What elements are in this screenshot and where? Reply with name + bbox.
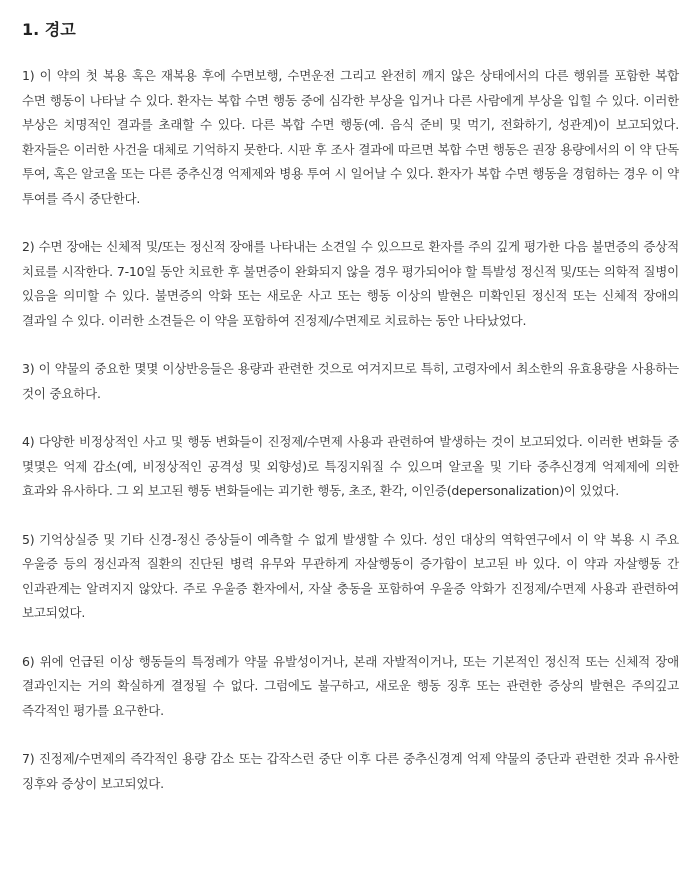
- warning-paragraph-2: 2) 수면 장애는 신체적 및/또는 정신적 장애를 나타내는 소견일 수 있으므로 환자를 주의 깊게 평가한 다음 불면증의 증상적 치료를 시작한다. 7-10일 동안 치료한 후 불면증이 완화되지 않을 경우 평가되어야 할 특발성 정신적 및/또는 의학적 질병이 있음을 의미할 수 있다. 불면증의 악화 또는 새로운 사고 또는 행동 이상의 발현은 미확인된 정신적 또는 신체적 장애의 결과일 수 있다. 이러한 소견들은 이 약을 포함하여 진정제/수면제로 치료하는 동안 나타났었다.: [22, 239, 679, 328]
- warning-paragraph-4: 4) 다양한 비정상적인 사고 및 행동 변화들이 진정제/수면제 사용과 관련하여 발생하는 것이 보고되었다. 이러한 변화들 중 몇몇은 억제 감소(예, 비정상적인 공격성 및 외향성)로 특징지워질 수 있으며 알코올 및 기타 중추신경계 억제제에 의한 효과와 유사하다. 그 외 보고된 행동 변화들에는 괴기한 행동, 초조, 환각, 이인증(depersonalization)이 있었다.: [22, 434, 679, 498]
- warning-paragraph-1: 1) 이 약의 첫 복용 혹은 재복용 후에 수면보행, 수면운전 그리고 완전히 깨지 않은 상태에서의 다른 행위를 포함한 복합 수면 행동이 나타날 수 있다. 환자는 복합 수면 행동 중에 심각한 부상을 입거나 다른 사람에게 부상을 입힐 수 있다. 이러한 부상은 치명적인 결과를 초래할 수 있다. 다른 복합 수면 행동(예. 음식 준비 및 먹기, 전화하기, 성관계)이 보고되었다. 환자들은 이러한 사건을 대체로 기억하지 못한다. 시판 후 조사 결과에 따르면 복합 수면 행동은 권장 용량에서의 이 약 단독 투여, 혹은 알코올 또는 다른 중추신경 억제제와 병용 투여 시 일어날 수 있다. 환자가 복합 수면 행동을 경험하는 경우 이 약 투여를 즉시 중단한다.: [22, 68, 679, 206]
- section-title: 1. 경고: [22, 20, 76, 39]
- warning-paragraph-5: 5) 기억상실증 및 기타 신경-정신 증상들이 예측할 수 없게 발생할 수 있다. 성인 대상의 역학연구에서 이 약 복용 시 주요 우울증 등의 정신과적 질환의 진단된 병력 유무와 무관하게 자살행동이 증가함이 보고된 바 있다. 이 약과 자살행동 간 인과관계는 알려지지 않았다. 주로 우울증 환자에서, 자살 충동을 포함하여 우울증 악화가 진정제/수면제 사용과 관련하여 보고되었다.: [22, 531, 679, 620]
- warning-paragraph-3: 3) 이 약물의 중요한 몇몇 이상반응들은 용량과 관련한 것으로 여겨지므로 특히, 고령자에서 최소한의 유효용량을 사용하는 것이 중요하다.: [22, 361, 679, 401]
- warning-paragraph-6: 6) 위에 언급된 이상 행동들의 특정례가 약물 유발성이거나, 본래 자발적이거나, 또는 기본적인 정신적 또는 신체적 장애 결과인지는 거의 확실하게 결정될 수 없다. 그럼에도 불구하고, 새로운 행동 징후 또는 관련한 증상의 발현은 주의깊고 즉각적인 평가를 요구한다.: [22, 653, 679, 718]
- warning-paragraph-7: 7) 진정제/수면제의 즉각적인 용량 감소 또는 갑작스런 중단 이후 다른 중추신경계 억제 약물의 중단과 관련한 것과 유사한 징후와 증상이 보고되었다.: [22, 751, 679, 791]
